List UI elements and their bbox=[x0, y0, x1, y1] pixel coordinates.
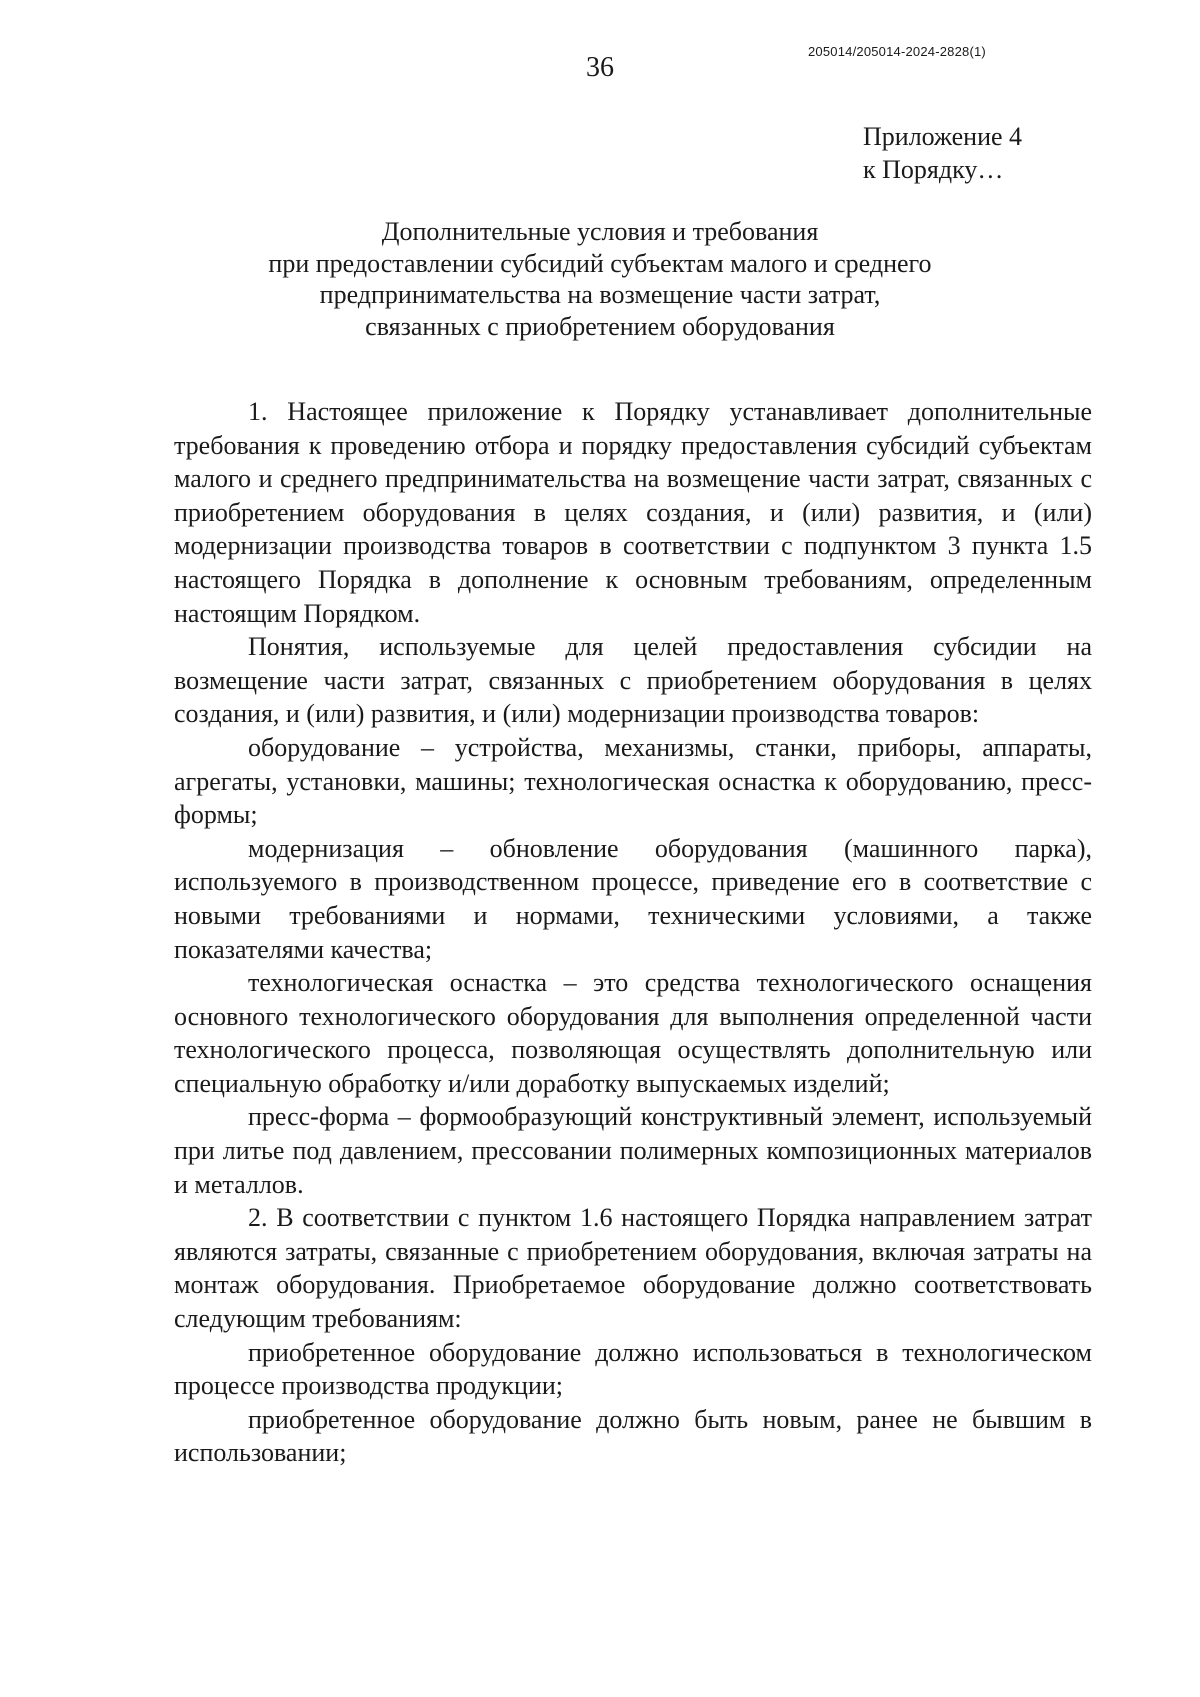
paragraph: приобретенное оборудование должно быть новым, ранее не бывшим в использовании; bbox=[174, 1404, 1092, 1468]
appendix-line: Приложение 4 bbox=[863, 122, 1023, 151]
appendix-line: к Порядку… bbox=[863, 155, 1004, 184]
paragraph: 2. В соответствии с пунктом 1.6 настоящего Порядка направлением затрат являются затраты, связанные с приобретением оборудования, включая затраты на монтаж оборудования. Приобретаемое оборудование должно соответствовать следующим требованиям: bbox=[174, 1203, 1092, 1334]
appendix-reference bbox=[863, 120, 1022, 186]
paragraph: 1. Настоящее приложение к Порядку устанавливает дополнительные требования к проведению отбора и порядку предоставления субсидий субъектам малого и среднего предпринимательства на возмещение части затрат, связанных с приобретением оборудования в целях создания, и (или) развития, и (или) модернизации производства товаров в соответствии с подпунктом 3 пункта 1.5 настоящего Порядка в дополнение к основным требованиям, определенным настоящим Порядком. bbox=[174, 397, 1092, 628]
title-line: связанных с приобретением оборудования bbox=[365, 311, 835, 341]
paragraph: приобретенное оборудование должно использоваться в технологическом процессе производства продукции; bbox=[174, 1337, 1092, 1401]
title-line: предпринимательства на возмещение части затрат, bbox=[319, 280, 881, 309]
paragraph: пресс-форма – формообразующий конструктивный элемент, используемый при литье под давлением, прессовании полимерных композиционных материалов и металлов. bbox=[174, 1102, 1092, 1199]
paragraph: Понятия, используемые для целей предоставления субсидии на возмещение части затрат, связанных с приобретением оборудования в целях создания, и (или) развития, и (или) модернизации производства товаров: bbox=[174, 632, 1092, 729]
paragraph: оборудование – устройства, механизмы, станки, приборы, аппараты, агрегаты, установки, машины; технологическая оснастка к оборудованию, пресс-формы; bbox=[174, 732, 1092, 830]
title-line: Дополнительные условия и требования bbox=[381, 217, 819, 246]
paragraph: технологическая оснастка – это средства технологического оснащения основного технологического оборудования для выполнения определенной части технологического процесса, позволяющая осуществлять дополнительную или специальную обработку и/или доработку выпускаемых изделий; bbox=[174, 968, 1092, 1098]
title-line: при предоставлении субсидий субъектам малого и среднего bbox=[268, 248, 932, 278]
document-id: 205014/205014-2024-2828(1) bbox=[808, 44, 986, 59]
paragraph: модернизация – обновление оборудования (машинного парка), используемого в производственном процессе, приведение его в соответствие с новыми требованиями и нормами, техническими условиями, а также показателями качества; bbox=[174, 833, 1092, 964]
document-title bbox=[150, 216, 1050, 342]
document-body bbox=[174, 395, 1092, 1470]
page-number: 36 bbox=[586, 52, 614, 83]
